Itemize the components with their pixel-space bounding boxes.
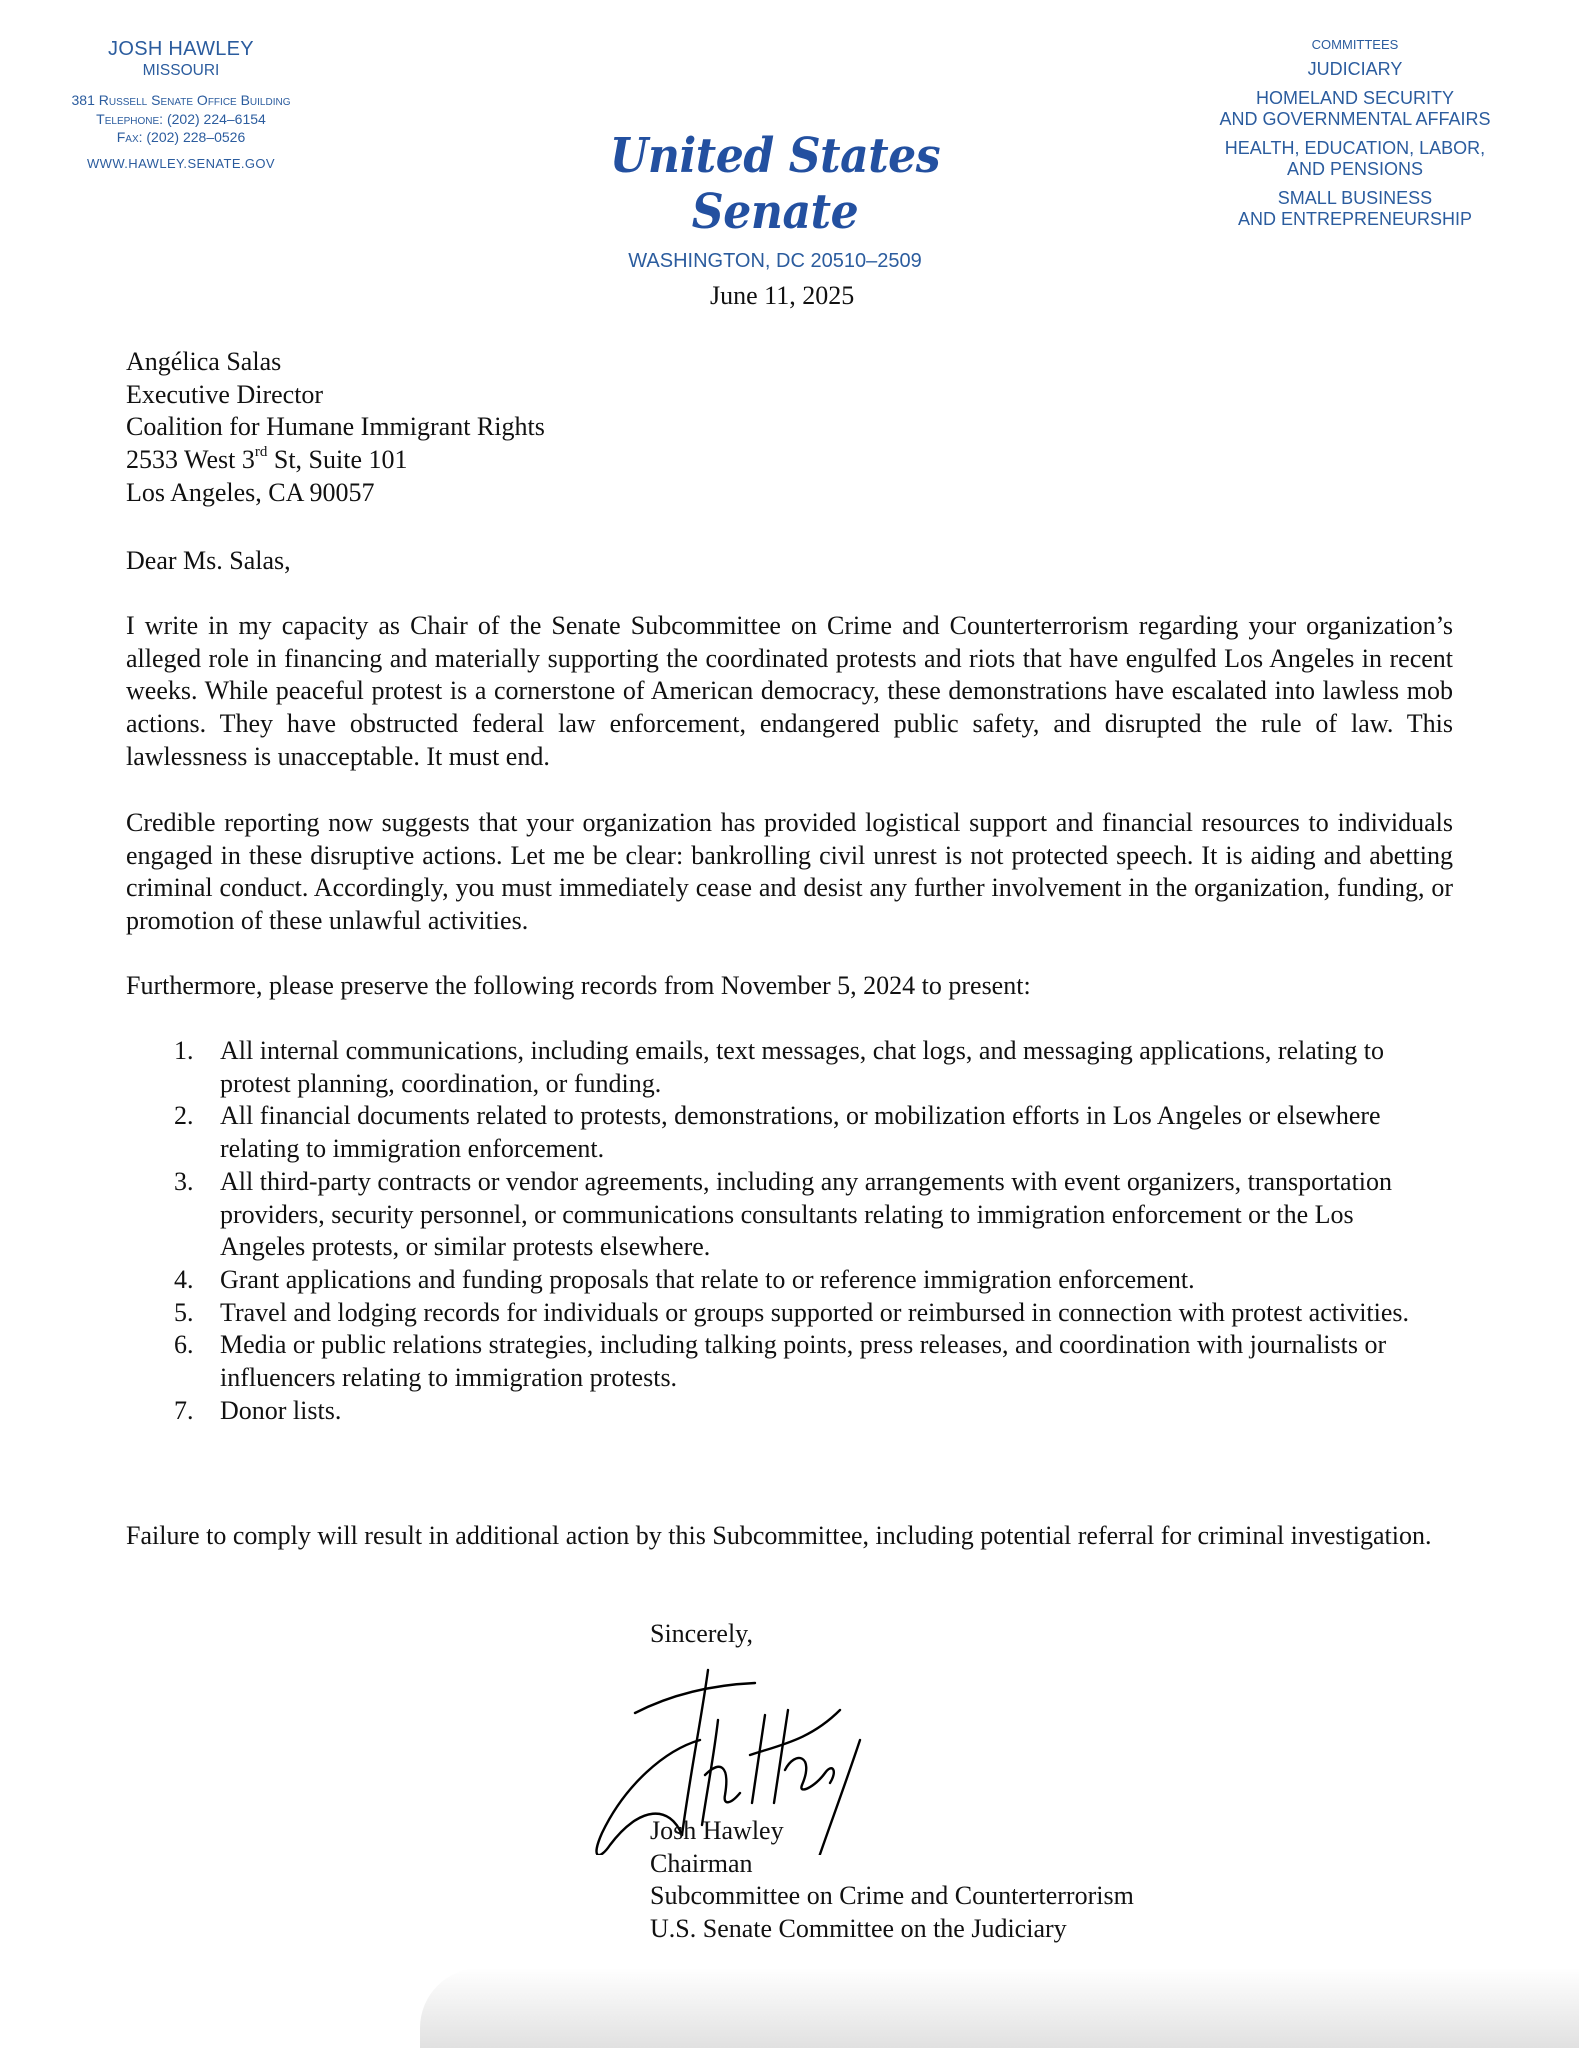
list-number: 7. bbox=[174, 1395, 194, 1425]
senate-city-line: WASHINGTON, DC 20510–2509 bbox=[628, 250, 922, 272]
senator-name: JOSH HAWLEY bbox=[108, 38, 254, 60]
list-item bbox=[126, 1297, 1426, 1330]
signatory-subcommittee: Subcommittee on Crime and Counterterrorism bbox=[650, 1881, 1134, 1911]
letterhead-institution bbox=[540, 128, 1010, 274]
committee-line: HOMELAND SECURITY bbox=[1255, 87, 1455, 108]
office-address: 381 Russell Senate Office Building bbox=[71, 92, 291, 108]
list-item bbox=[126, 1035, 1426, 1100]
letter-date: June 11, 2025 bbox=[710, 281, 855, 310]
signatory-name: Josh Hawley bbox=[650, 1816, 784, 1845]
committees-label: COMMITTEES bbox=[1311, 37, 1399, 52]
senate-wordmark: United States Senate bbox=[609, 128, 941, 240]
letterhead-senator-info bbox=[36, 37, 326, 173]
recipient-city-state-zip: Los Angeles, CA 90057 bbox=[126, 477, 375, 507]
committee-homeland-security bbox=[1180, 88, 1530, 131]
committee-line: JUDICIARY bbox=[1307, 59, 1403, 79]
street-rest: St, Suite 101 bbox=[267, 445, 408, 475]
list-item-text: All financial documents related to protests, demonstrations, or mobilization efforts in Los Angeles or elsewhere relating to immigration enforcement. bbox=[220, 1101, 1381, 1164]
list-item bbox=[126, 1329, 1426, 1394]
list-number: 6. bbox=[174, 1330, 194, 1360]
list-number: 4. bbox=[174, 1264, 194, 1294]
list-item-text: Grant applications and funding proposals that relate to or reference immigration enforcement. bbox=[220, 1264, 1195, 1294]
list-item bbox=[126, 1395, 1426, 1428]
committee-small-business bbox=[1180, 188, 1530, 231]
recipient-street bbox=[126, 444, 545, 477]
records-list bbox=[126, 1035, 1426, 1427]
recipient-name: Angélica Salas bbox=[126, 347, 282, 376]
list-item-text: Media or public relations strategies, including talking points, press releases, and coordination with journalists or influencers relating to immigration protests. bbox=[220, 1330, 1387, 1393]
list-item-text: All third-party contracts or vendor agreements, including any arrangements with event organizers, transportation providers, security personnel, or communications consultants relating to immigration enforcement or the Los Angeles protests, or similar protests elsewhere. bbox=[220, 1166, 1393, 1262]
committee-line: AND ENTREPRENEURSHIP bbox=[1237, 209, 1473, 229]
records-intro: Furthermore, please preserve the following records from November 5, 2024 to present: bbox=[126, 971, 1031, 1000]
street-number: 2533 West 3 bbox=[126, 445, 255, 475]
list-item-text: All internal communications, including emails, text messages, chat logs, and messaging applications, relating to protest planning, coordination, or funding. bbox=[220, 1036, 1384, 1098]
senator-state: MISSOURI bbox=[142, 62, 220, 79]
body-paragraph-1: I write in my capacity as Chair of the Senate Subcommittee on Crime and Counterterrorism regarding your organization’s alleged role in financing and materially supporting the coordinated protests and riots that have engulfed Los Angeles in recent weeks. While peaceful protest is a cornerstone of American democracy, these demonstrations have escalated into lawless mob actions. They have obstructed federal law enforcement, endangered public safety, and disrupted the rule of law. This lawlessness is unacceptable. It must end. bbox=[126, 611, 1453, 771]
list-item-text: Travel and lodging records for individuals or groups supported or reimbursed in connection with protest activities. bbox=[220, 1297, 1410, 1327]
salutation: Dear Ms. Salas, bbox=[126, 546, 291, 575]
list-item-text: Donor lists. bbox=[220, 1395, 342, 1425]
committee-judiciary bbox=[1180, 59, 1530, 81]
committee-line: AND PENSIONS bbox=[1286, 159, 1424, 179]
office-fax: Fax: (202) 228–0526 bbox=[116, 129, 246, 145]
page-edge-shadow bbox=[420, 1968, 1579, 2048]
signatory-committee: U.S. Senate Committee on the Judiciary bbox=[650, 1914, 1067, 1944]
list-item bbox=[126, 1166, 1426, 1264]
recipient-title: Executive Director bbox=[126, 379, 324, 409]
closing-warning-paragraph: Failure to comply will result in additional action by this Subcommittee, including potential referral for criminal investigation. bbox=[126, 1521, 1432, 1550]
committee-line: AND GOVERNMENTAL AFFAIRS bbox=[1219, 109, 1491, 129]
list-number: 2. bbox=[174, 1101, 194, 1131]
letterhead-committees bbox=[1180, 36, 1530, 238]
body-paragraph-2: Credible reporting now suggests that your organization has provided logistical support and financial resources to individuals engaged in these disruptive actions. Let me be clear: bankrolling civil unrest is not protected speech. It is aiding and abetting criminal conduct. Accordingly, you must immediately cease and desist any further involvement in the organization, funding, or promotion of these unlawful activities. bbox=[126, 808, 1453, 936]
senator-website[interactable]: WWW.HAWLEY.SENATE.GOV bbox=[86, 155, 275, 171]
closing-phrase: Sincerely, bbox=[650, 1619, 753, 1648]
committee-help bbox=[1180, 138, 1530, 181]
committee-line: HEALTH, EDUCATION, LABOR, bbox=[1224, 137, 1486, 158]
office-telephone: Telephone: (202) 224–6154 bbox=[96, 110, 266, 127]
signatory-title: Chairman bbox=[650, 1848, 753, 1878]
list-number: 1. bbox=[174, 1036, 194, 1065]
list-item bbox=[126, 1100, 1426, 1165]
recipient-organization: Coalition for Humane Immigrant Rights bbox=[126, 412, 545, 442]
committee-line: SMALL BUSINESS bbox=[1277, 187, 1433, 208]
recipient-address-block bbox=[126, 346, 545, 510]
list-item bbox=[126, 1264, 1426, 1297]
list-number: 3. bbox=[174, 1166, 194, 1196]
ordinal-suffix: rd bbox=[254, 444, 268, 461]
signature-block bbox=[650, 1815, 1134, 1946]
list-number: 5. bbox=[174, 1297, 194, 1327]
